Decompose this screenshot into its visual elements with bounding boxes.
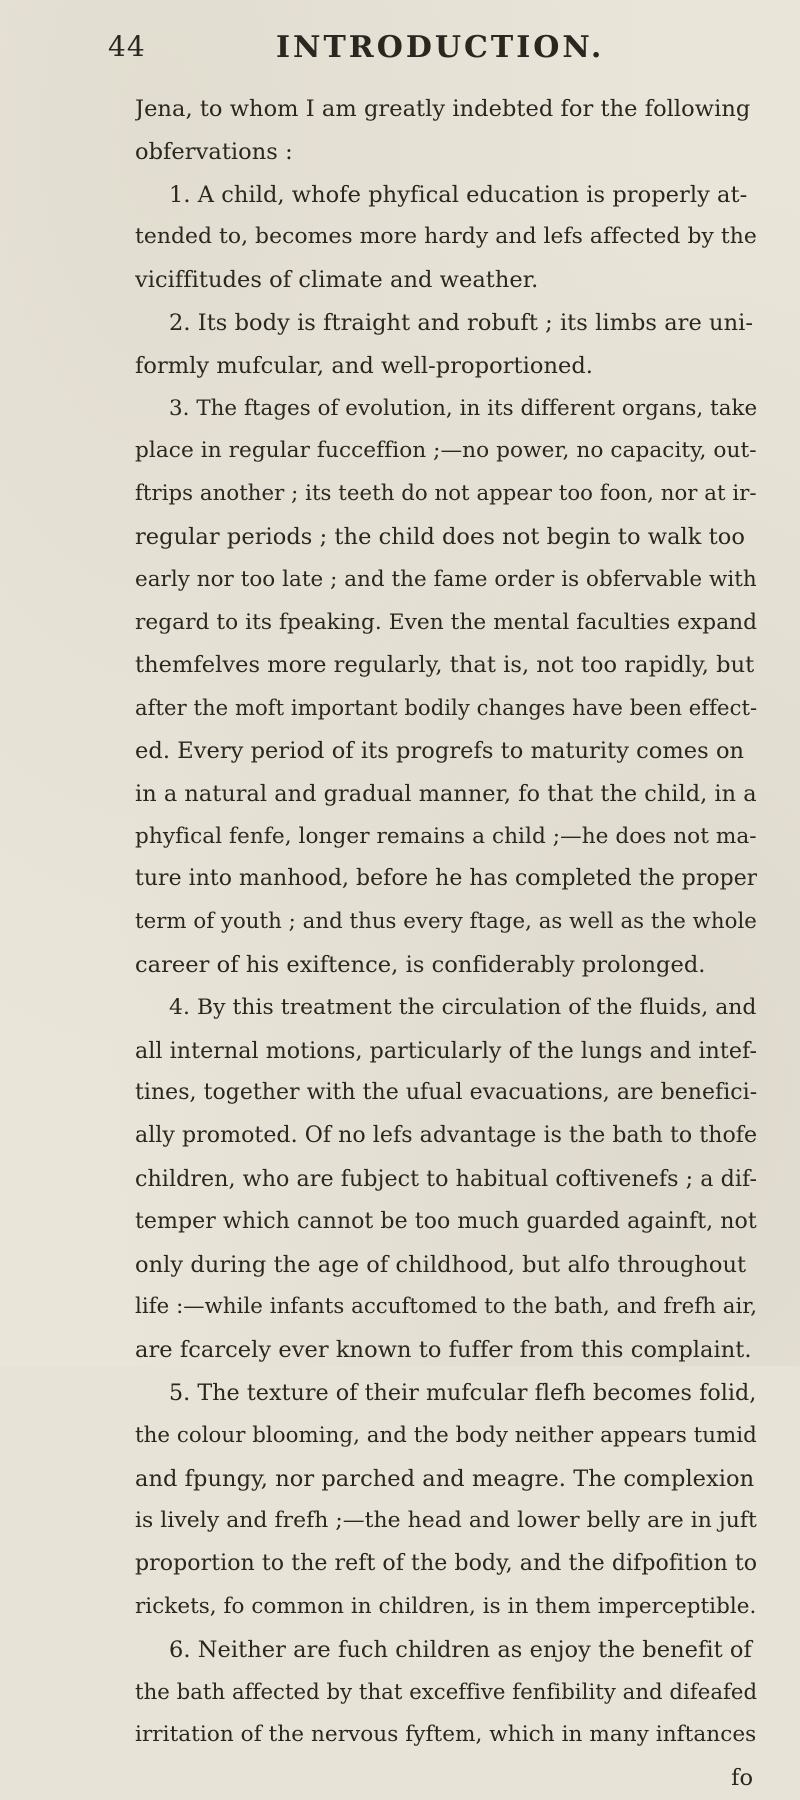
page-number: 44 xyxy=(108,30,146,63)
catchword: fo xyxy=(731,1765,753,1792)
page-header xyxy=(108,30,708,70)
text-line: obfervations : xyxy=(135,138,293,165)
text-line: are fcarcely ever known to fuffer from this complaint. xyxy=(135,1337,752,1364)
text-line: ftrips another ; its teeth do not appear too foon, nor at ir- xyxy=(135,481,757,507)
text-line: phyfical fenfe, longer remains a child ;—he does not ma- xyxy=(135,823,757,849)
text-line: the colour blooming, and the body neither appears tumid xyxy=(135,1422,757,1448)
text-line: 2. Its body is ftraight and robuft ; its limbs are uni- xyxy=(169,309,754,336)
text-line: themfelves more regularly, that is, not too rapidly, but xyxy=(135,652,755,679)
text-line: regard to its fpeaking. Even the mental faculties expand xyxy=(135,609,757,635)
text-line: and fpungy, nor parched and meagre. The complexion xyxy=(135,1465,755,1492)
text-line: tines, together with the ufual evacuations, are benefici- xyxy=(135,1080,757,1106)
text-line: place in regular fucceffion ;—no power, no capacity, out- xyxy=(135,438,757,464)
text-line: in a natural and gradual manner, fo that the child, in a xyxy=(135,780,757,807)
running-title: INTRODUCTION. xyxy=(276,30,605,65)
text-line: 1. A child, whofe phyfical education is properly at- xyxy=(169,181,748,208)
text-line: tended to, becomes more hardy and lefs affected by the xyxy=(135,224,757,250)
text-line: irritation of the nervous fyftem, which in many inftances xyxy=(135,1722,757,1748)
text-line: early nor too late ; and the fame order is obfervable with xyxy=(135,566,757,592)
text-line: Jena, to whom I am greatly indebted for the following xyxy=(135,96,751,122)
text-line: 5. The texture of their mufcular flefh becomes folid, xyxy=(169,1379,757,1406)
text-line: career of his exiftence, is confiderably prolonged. xyxy=(135,951,706,978)
text-line: 3. The ftages of evolution, in its different organs, take xyxy=(169,395,757,421)
text-line: 4. By this treatment the circulation of the fluids, and xyxy=(169,994,757,1020)
text-line: viciffitudes of climate and weather. xyxy=(135,267,539,294)
text-line: ture into manhood, before he has completed the proper xyxy=(135,866,757,892)
body-text xyxy=(135,88,757,1800)
text-line: ally promoted. Of no lefs advantage is the bath to thofe xyxy=(135,1123,757,1149)
text-line: after the moft important bodily changes have been effect- xyxy=(135,695,757,721)
text-line: all internal motions, particularly of the lungs and intef- xyxy=(135,1037,757,1064)
text-line: only during the age of childhood, but alfo throughout xyxy=(135,1251,747,1278)
text-line: rickets, fo common in children, is in them imperceptible. xyxy=(135,1593,757,1619)
text-line: formly mufcular, and well-proportioned. xyxy=(135,352,594,379)
text-line: 6. Neither are fuch children as enjoy the benefit of xyxy=(169,1636,752,1663)
text-line: regular periods ; the child does not begin to walk too xyxy=(135,523,745,550)
text-line: ed. Every period of its progrefs to maturity comes on xyxy=(135,737,745,764)
text-line: term of youth ; and thus every ftage, as well as the whole xyxy=(135,909,757,935)
text-line: children, who are fubject to habitual coftivenefs ; a dif- xyxy=(135,1165,757,1192)
text-line: the bath affected by that exceffive fenfibility and difeafed xyxy=(135,1679,757,1705)
text-line: life :—while infants accuftomed to the bath, and frefh air, xyxy=(135,1294,757,1320)
text-line: is lively and frefh ;—the head and lower belly are in juft xyxy=(135,1508,757,1534)
text-line: temper which cannot be too much guarded againft, not xyxy=(135,1208,757,1234)
text-line: proportion to the reft of the body, and the difpofition to xyxy=(135,1551,757,1577)
